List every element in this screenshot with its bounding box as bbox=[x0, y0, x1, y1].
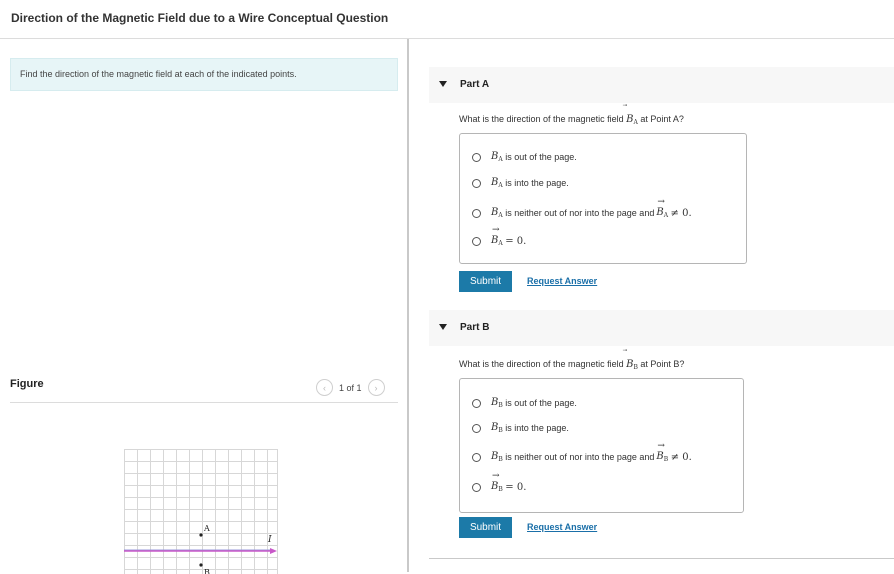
part-b-option-2[interactable]: $B_B$ is into the page. bbox=[472, 422, 569, 434]
figure-label: Figure bbox=[10, 378, 44, 390]
radio-icon[interactable] bbox=[472, 424, 481, 433]
current-arrow-icon bbox=[270, 548, 277, 554]
radio-icon[interactable] bbox=[472, 483, 481, 492]
chevron-right-icon[interactable]: › bbox=[368, 379, 385, 396]
point-a-dot bbox=[199, 533, 202, 536]
triangle-down-icon[interactable] bbox=[439, 324, 447, 330]
part-a-option-3[interactable]: $B_A$ is neither out of nor into the page and → $B_A$ ≠ 0. bbox=[472, 207, 692, 219]
bottom-divider bbox=[429, 558, 894, 559]
part-b-question: What is the direction of the magnetic field $B_B$ at Point B? bbox=[459, 359, 685, 371]
part-a-request-answer-link[interactable]: Request Answer bbox=[527, 276, 598, 286]
radio-icon[interactable] bbox=[472, 209, 481, 218]
part-a-option-1[interactable]: $B_A$ is out of the page. bbox=[472, 151, 577, 163]
radio-icon[interactable] bbox=[472, 453, 481, 462]
part-b-submit-button[interactable]: Submit bbox=[459, 517, 512, 538]
radio-icon[interactable] bbox=[472, 153, 481, 162]
part-b-label: Part B bbox=[460, 322, 490, 333]
triangle-down-icon[interactable] bbox=[439, 81, 447, 87]
part-b-option-4[interactable]: → $B_B$ = 0. bbox=[472, 481, 526, 493]
right-panel bbox=[409, 39, 894, 572]
current-label: I bbox=[268, 535, 272, 545]
figure-pager bbox=[316, 379, 385, 396]
point-a-label: A bbox=[204, 524, 210, 533]
part-a-label: Part A bbox=[460, 79, 490, 90]
part-b-options bbox=[459, 378, 744, 513]
intro-box bbox=[10, 58, 398, 91]
page-title: Direction of the Magnetic Field due to a Wire Conceptual Question bbox=[11, 11, 389, 25]
part-b-request-answer-link[interactable]: Request Answer bbox=[527, 522, 598, 532]
part-a-options bbox=[459, 133, 747, 264]
part-a-question: What is the direction of the magnetic field $B_A$ at Point A? bbox=[459, 114, 684, 126]
figure-diagram bbox=[124, 449, 278, 574]
figure-divider bbox=[10, 402, 398, 403]
pager-text: 1 of 1 bbox=[339, 382, 362, 393]
radio-icon[interactable] bbox=[472, 179, 481, 188]
part-a-header[interactable] bbox=[429, 67, 894, 103]
part-a-submit-button[interactable]: Submit bbox=[459, 271, 512, 292]
figure-grid bbox=[124, 449, 278, 574]
part-a-option-4[interactable]: → $B_A$ = 0. bbox=[472, 235, 526, 247]
chevron-left-icon[interactable]: ‹ bbox=[316, 379, 333, 396]
part-b-option-1[interactable]: $B_B$ is out of the page. bbox=[472, 397, 577, 409]
radio-icon[interactable] bbox=[472, 399, 481, 408]
point-b-dot bbox=[199, 563, 202, 566]
radio-icon[interactable] bbox=[472, 237, 481, 246]
intro-text: Find the direction of the magnetic field at each of the indicated points. bbox=[20, 69, 297, 79]
point-b-label: B bbox=[204, 568, 210, 574]
part-b-header[interactable] bbox=[429, 310, 894, 346]
left-panel bbox=[0, 39, 408, 572]
part-b-option-3[interactable]: $B_B$ is neither out of nor into the page and → $B_B$ ≠ 0. bbox=[472, 451, 692, 463]
part-a-option-2[interactable]: $B_A$ is into the page. bbox=[472, 177, 569, 189]
